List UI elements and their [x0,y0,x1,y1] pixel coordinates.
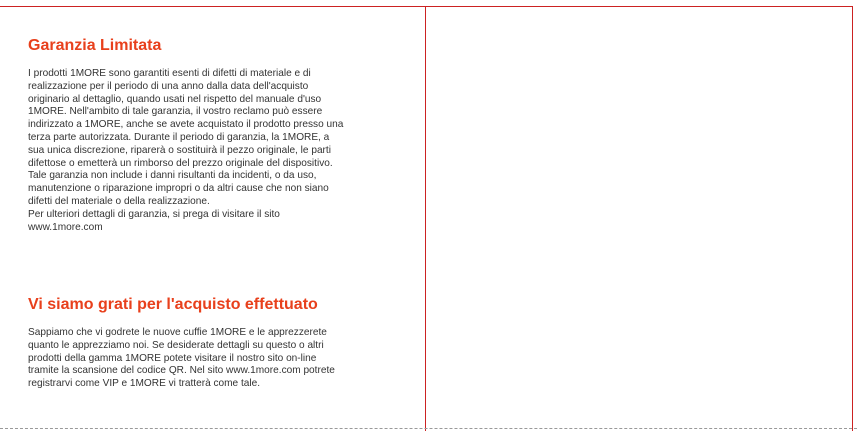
right-trim-line [852,6,853,431]
warranty-section [28,36,408,234]
warranty-text: I prodotti 1MORE sono garantiti esenti di difetti di materiale e di realizzazione per il periodo di una anno dalla data dell'acquisto originario al dettaglio, quando usati nel rispetto del manuale d'uso 1MORE. Nell'ambito di tale garanzia, il vostro reclamo può essere indirizzato a 1MORE, anche se avete acquistato il prodotto presso una terza parte autorizzata. Durante il periodo di garanzia, la 1MORE, a sua unica discrezione, riparerà o sostituirà il pezzo originale, le parti difettose o emetterà un rimborso del prezzo originale del dispositivo. Tale garanzia non include i danni risultanti da incidenti, o da uso, manutenzione o riparazione impropri o da altri cause che non siano difetti del materiale o della realizzazione. Per ulteriori dettagli di garanzia, si prega di visitare il sito www.1more.com [28,68,344,233]
right-page-blank [426,7,852,428]
thanks-text: Sappiamo che vi godrete le nuove cuffie 1MORE e le apprezzerete quanto le apprezziamo noi. Se desiderate dettagli su questo o altri prodotti della gamma 1MORE potete visitare il nostro sito on-line tramite la scansione del codice QR. Nel sito www.1more.com potrete registrarvi come VIP e 1MORE vi tratterà come tale. [28,327,335,390]
left-page [28,36,408,390]
thanks-section [28,295,408,391]
bottom-trim-line [0,428,857,429]
thanks-heading: Vi siamo grati per l'acquisto effettuato [28,296,318,313]
warranty-heading: Garanzia Limitata [28,37,162,54]
